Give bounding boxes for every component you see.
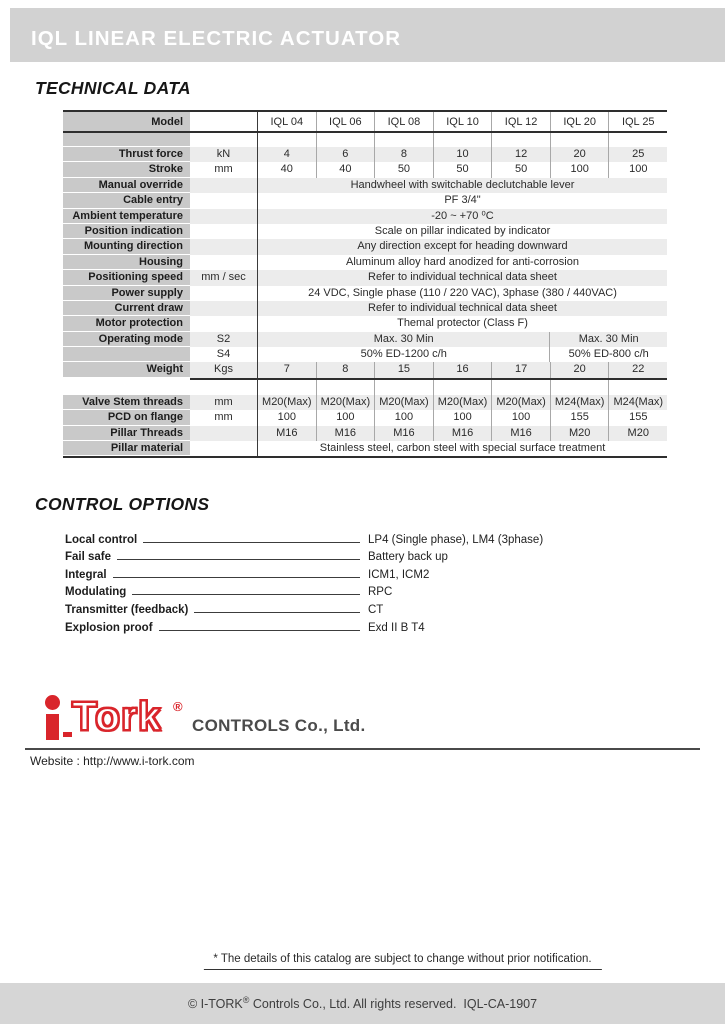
row-value: IQL 04	[270, 116, 304, 128]
row-value	[258, 380, 316, 395]
row-value: IQL 10	[433, 112, 492, 131]
footer-bar	[0, 983, 725, 1024]
row-unit: kN	[190, 147, 257, 162]
row-value: 24 VDC, Single phase (110 / 220 VAC), 3phase (380 / 440VAC)	[308, 286, 617, 299]
row-unit: Kgs	[190, 362, 257, 377]
row-value: IQL 12	[491, 112, 550, 131]
row-value: 40	[316, 162, 375, 177]
table-row	[63, 378, 667, 395]
row-value: 100	[608, 162, 667, 177]
table-row	[63, 395, 667, 410]
row-unit	[190, 239, 257, 254]
logo-i-body-shape	[46, 714, 59, 740]
row-unit: mm	[214, 163, 233, 176]
row-unit	[190, 224, 257, 239]
registered-mark-icon: ®	[173, 699, 183, 714]
row-value: IQL 25	[608, 112, 667, 131]
row-data	[257, 224, 667, 239]
row-value	[316, 133, 375, 147]
row-data	[257, 332, 667, 347]
row-data	[257, 193, 667, 208]
row-value: 50	[433, 162, 492, 177]
option-value: Exd II B T4	[368, 621, 425, 634]
row-unit: mm	[214, 411, 233, 424]
logo-hyphen-shape	[63, 732, 72, 737]
row-unit	[190, 316, 257, 331]
row-label: Thrust force	[63, 147, 190, 162]
row-value: 100	[491, 410, 550, 425]
row-value	[316, 380, 375, 395]
row-value: 100	[277, 411, 296, 424]
row-unit: S2	[190, 332, 257, 347]
row-unit: mm	[190, 395, 257, 410]
row-unit: S4	[216, 348, 231, 361]
row-value: 100	[316, 410, 375, 425]
row-label: Stroke	[63, 162, 190, 177]
option-fill-line	[194, 612, 360, 613]
row-data	[257, 133, 667, 147]
row-value: M20(Max)	[262, 395, 312, 408]
table-row	[63, 224, 667, 239]
option-label: Explosion proof	[65, 621, 153, 634]
row-label	[63, 133, 190, 147]
copyright-text	[188, 995, 537, 1011]
option-fill-line	[132, 594, 360, 595]
row-label: Mounting direction	[63, 239, 190, 254]
row-data	[257, 239, 667, 254]
page-title: IQL LINEAR ELECTRIC ACTUATOR	[31, 27, 402, 50]
row-data	[257, 362, 667, 377]
row-unit	[190, 209, 257, 224]
row-value: M20(Max)	[433, 395, 492, 410]
row-label: Pillar Threads	[63, 426, 190, 441]
row-label: Model	[63, 112, 190, 131]
row-label: PCD on flange	[63, 410, 190, 425]
row-value	[608, 380, 667, 395]
row-value: 8	[316, 362, 375, 377]
row-unit	[190, 441, 257, 456]
header-banner	[10, 8, 725, 62]
row-data	[257, 316, 667, 331]
row-value: 6	[316, 147, 375, 162]
row-unit	[190, 301, 257, 316]
option-fill-line	[143, 542, 360, 543]
option-value: CT	[368, 603, 384, 616]
row-value: PF 3/4"	[444, 194, 481, 207]
row-value	[258, 133, 316, 147]
row-value: M24(Max)	[550, 395, 609, 410]
row-value: M20(Max)	[374, 395, 433, 410]
row-label: Ambient temperature	[63, 209, 190, 224]
row-data	[257, 286, 667, 301]
copyright-suffix: Controls Co., Ltd. All rights reserved. IQL-CA-1907	[249, 997, 538, 1012]
row-value: 50	[491, 162, 550, 177]
row-value: M20	[608, 426, 667, 441]
table-row	[63, 301, 667, 316]
registered-mark-icon: ®	[242, 995, 250, 1006]
row-value: 12	[491, 147, 550, 162]
row-value: M20(Max)	[491, 395, 550, 410]
option-fill-line	[117, 559, 360, 560]
table-row	[63, 133, 667, 147]
row-unit	[190, 178, 257, 193]
row-label	[63, 347, 190, 362]
row-label: Position indication	[63, 224, 190, 239]
option-fill-line	[113, 577, 360, 578]
row-value: IQL 08	[374, 112, 433, 131]
section-heading-control-options: CONTROL OPTIONS	[35, 494, 210, 514]
row-value: 100	[550, 162, 609, 177]
row-data	[257, 410, 667, 425]
row-label: Motor protection	[63, 316, 190, 331]
option-label: Fail safe	[65, 551, 112, 564]
row-data	[257, 301, 667, 316]
table-row	[63, 426, 667, 441]
row-value: 16	[433, 362, 492, 377]
row-value: M20	[550, 426, 609, 441]
row-value: 4	[283, 148, 290, 160]
footnote: * The details of this catalog are subject to change without prior notification.	[203, 953, 601, 970]
row-value: Themal protector (Class F)	[397, 317, 528, 330]
control-option-row	[65, 581, 660, 599]
row-value: M20(Max)	[316, 395, 375, 410]
option-label: Transmitter (feedback)	[65, 603, 189, 616]
table-row	[63, 441, 667, 456]
table-row	[63, 410, 667, 425]
table-row	[63, 347, 667, 362]
table-row	[63, 112, 667, 133]
row-value: 8	[374, 147, 433, 162]
table-row	[63, 193, 667, 208]
itork-logo	[40, 692, 680, 748]
row-label: Power supply	[63, 286, 190, 301]
table-row	[63, 270, 667, 285]
row-data	[257, 378, 667, 395]
table-row	[63, 147, 667, 162]
row-value: -20 ~ +70 ⁰C	[431, 209, 494, 222]
row-value: Any direction except for heading downward	[357, 240, 568, 253]
row-label: Positioning speed	[63, 270, 190, 285]
divider-rule	[25, 748, 700, 750]
row-data	[257, 347, 667, 362]
table-row	[63, 162, 667, 177]
control-option-row	[65, 546, 660, 564]
control-option-row	[65, 598, 660, 616]
control-option-row	[65, 528, 660, 546]
row-data	[257, 209, 667, 224]
row-unit	[190, 112, 257, 131]
control-option-row	[65, 563, 660, 581]
row-value: Scale on pillar indicated by indicator	[374, 224, 551, 237]
row-data	[257, 441, 667, 456]
option-fill-line	[159, 630, 360, 631]
row-value: Stainless steel, carbon steel with special surface treatment	[319, 442, 606, 455]
row-value: 7	[283, 363, 290, 376]
option-value: Battery back up	[368, 551, 448, 564]
option-value: LP4 (Single phase), LM4 (3phase)	[368, 533, 544, 546]
row-value: 22	[608, 362, 667, 377]
row-value: IQL 20	[550, 112, 609, 131]
row-value: 17	[491, 362, 550, 377]
row-value: M16	[491, 426, 550, 441]
option-label: Integral	[65, 568, 107, 581]
row-value: 10	[433, 147, 492, 162]
row-value: Refer to individual technical data sheet	[368, 271, 557, 284]
row-value: 15	[374, 362, 433, 377]
row-value	[608, 133, 667, 147]
row-value: M16	[276, 426, 298, 439]
row-value: 25	[608, 147, 667, 162]
option-label: Local control	[65, 533, 138, 546]
row-label: Housing	[63, 255, 190, 270]
website-link[interactable]: Website : http://www.i-tork.com	[30, 754, 195, 768]
row-value: 50% ED-800 c/h	[549, 347, 667, 362]
option-value: ICM1, ICM2	[368, 568, 430, 581]
table-row	[63, 332, 667, 347]
row-label: Current draw	[63, 301, 190, 316]
row-label: Valve Stem threads	[63, 395, 190, 410]
row-label: Manual override	[63, 178, 190, 193]
table-row	[63, 239, 667, 254]
row-value: 20	[550, 362, 609, 377]
row-unit: mm / sec	[190, 270, 257, 285]
row-unit	[190, 426, 257, 441]
logo-tork-text: Tork	[72, 693, 162, 739]
row-label: Operating mode	[63, 332, 190, 347]
table-row	[63, 362, 667, 377]
table-row	[63, 316, 667, 331]
row-unit	[190, 255, 257, 270]
logo-company-name: CONTROLS Co., Ltd.	[192, 716, 366, 735]
row-unit	[190, 193, 257, 208]
control-options-list	[65, 528, 660, 634]
option-value: RPC	[368, 586, 393, 599]
row-unit	[190, 133, 257, 147]
row-value: M16	[433, 426, 492, 441]
row-data	[257, 270, 667, 285]
section-heading-technical-data: TECHNICAL DATA	[35, 78, 191, 98]
row-value	[433, 133, 492, 147]
technical-data-table	[63, 110, 667, 458]
row-value: 50	[374, 162, 433, 177]
control-option-row	[65, 616, 660, 634]
table-row	[63, 255, 667, 270]
row-value: M16	[374, 426, 433, 441]
row-value: Max. 30 Min	[549, 332, 667, 347]
row-value	[550, 380, 609, 395]
row-value: 100	[433, 410, 492, 425]
row-value: M16	[316, 426, 375, 441]
row-label: Weight	[63, 362, 190, 377]
row-unit	[190, 378, 257, 395]
row-value	[491, 380, 550, 395]
row-data	[257, 147, 667, 162]
row-value	[550, 133, 609, 147]
copyright-prefix: © I-TORK	[187, 997, 243, 1012]
row-value: 40	[280, 163, 293, 176]
table-row	[63, 286, 667, 301]
row-label: Cable entry	[63, 193, 190, 208]
row-unit	[190, 286, 257, 301]
row-value: 50% ED-1200 c/h	[360, 348, 447, 361]
row-value	[374, 133, 433, 147]
row-value: 100	[374, 410, 433, 425]
row-value: Aluminum alloy hard anodized for anti-corrosion	[346, 255, 579, 268]
logo-i-dot-shape	[45, 695, 60, 710]
row-value: M24(Max)	[608, 395, 667, 410]
row-label: Pillar material	[63, 441, 190, 456]
row-value: 155	[550, 410, 609, 425]
row-data	[257, 112, 667, 131]
row-label	[63, 378, 190, 395]
table-row	[63, 178, 667, 193]
row-data	[257, 426, 667, 441]
row-value	[491, 133, 550, 147]
option-label: Modulating	[65, 586, 127, 599]
row-value: Handwheel with switchable declutchable lever	[350, 178, 575, 191]
row-data	[257, 178, 667, 193]
row-value	[374, 380, 433, 395]
row-value: IQL 06	[316, 112, 375, 131]
table-row	[63, 209, 667, 224]
row-value	[433, 380, 492, 395]
row-data	[257, 395, 667, 410]
row-value: 20	[550, 147, 609, 162]
row-value: Max. 30 Min	[373, 332, 434, 345]
row-data	[257, 255, 667, 270]
row-data	[257, 162, 667, 177]
row-value: 155	[608, 410, 667, 425]
row-value: Refer to individual technical data sheet	[368, 301, 557, 314]
